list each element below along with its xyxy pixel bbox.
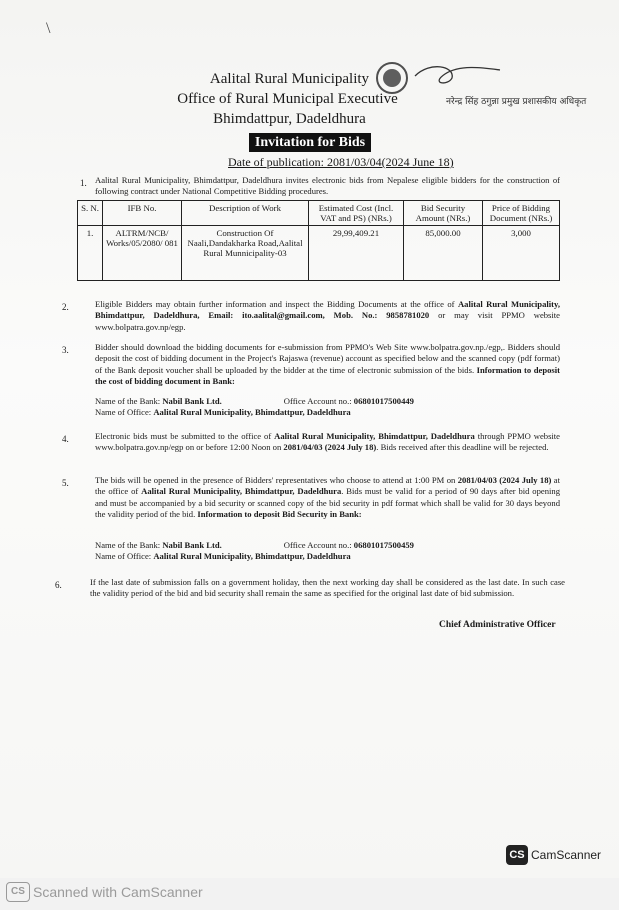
label: Office Account no.: <box>283 396 354 406</box>
item-number: 1. <box>80 178 87 188</box>
column-header: Description of Work <box>182 201 309 226</box>
para-text: or may visit PPMO website www.bolpatra.gov.np/egp. <box>95 310 560 332</box>
cell-estimated-cost: 29,99,409.21 <box>309 226 404 281</box>
para-text: at the office of <box>95 475 560 497</box>
label: Name of the Bank: <box>95 540 163 550</box>
camscanner-brand: CamScanner <box>531 848 602 862</box>
column-header: Price of Bidding Document (NRs.) <box>483 201 560 226</box>
deadline-date: 2081/04/03 (2024 July 18) <box>283 442 377 453</box>
bank-line <box>95 540 560 551</box>
para-text: . Bids received after this deadline will be rejected. <box>376 442 549 453</box>
label: Name of the Bank: <box>95 396 163 406</box>
stamp-seal <box>377 63 407 93</box>
account-number: 06801017500449 <box>353 396 414 406</box>
camscanner-logo-icon: CS <box>506 845 528 865</box>
pen-mark: \ <box>46 20 51 37</box>
paragraph-2 <box>95 299 560 333</box>
publication-date: Date of publication: 2081/03/04(2024 June 18) <box>228 155 454 169</box>
cell-bid-security: 85,000.00 <box>404 226 483 281</box>
office-line <box>95 551 560 562</box>
para-text: Electronic bids must be submitted to the office of <box>95 431 275 441</box>
column-header: Estimated Cost (Incl. VAT and PS) (NRs.) <box>309 201 404 226</box>
signature-scrawl <box>415 67 500 83</box>
header-office: Office of Rural Municipal Executive <box>177 91 398 107</box>
account-number: 06801017500459 <box>353 540 414 550</box>
bank-name: Nabil Bank Ltd. <box>162 396 222 406</box>
para-text: The bids will be opened in the presence of Bidders' representatives who choose to attend at 1:00 PM on <box>95 475 458 485</box>
bank-name: Nabil Bank Ltd. <box>162 540 222 550</box>
label: Name of Office: <box>95 407 154 417</box>
scan-watermark-text: Scanned with CamScanner <box>33 884 203 900</box>
contact-info: Aalital Rural Municipality, Bhimdattpur, Dadeldhura, Email: ito.aalital@gmail.com, Mob. No.: 9858781020 <box>95 299 560 321</box>
para-text: through PPMO website www.bolpatra.gov.np/egp on or before 12:00 Noon on <box>95 431 560 453</box>
table-row <box>78 226 560 281</box>
item-number: 3. <box>62 345 69 355</box>
label: Name of Office: <box>95 551 154 561</box>
para-emphasis: Information to deposit Bid Security in Bank: <box>197 508 362 519</box>
item-number: 2. <box>62 302 69 312</box>
cell-ifb-no: ALTRM/NCB/ Works/05/2080/ 081 <box>103 226 182 281</box>
header-address: Bhimdattpur, Dadeldhura <box>213 111 366 127</box>
label: Office Account no.: <box>283 540 354 550</box>
bank-info-2 <box>95 540 560 562</box>
intro-paragraph: Aalital Rural Municipality, Bhimdattpur, Dadeldhura invites electronic bids from Nepalese eligible bidders for the construction of following contract under National Competitive Bidding procedures. <box>95 175 560 197</box>
camscanner-footer-icon: CS <box>6 882 30 902</box>
paragraph-4 <box>95 431 560 454</box>
table-header-row <box>78 201 560 226</box>
bank-info-1 <box>95 396 560 418</box>
para-text: Eligible Bidders may obtain further information and inspect the Bidding Documents at the office of <box>95 299 458 309</box>
page-title: Invitation for Bids <box>249 133 371 152</box>
column-header: S. N. <box>78 201 103 226</box>
column-header: IFB No. <box>103 201 182 226</box>
item-number: 4. <box>62 434 69 444</box>
para-text: Bidder should download the bidding documents for e-submission from PPMO's Web Site www.bolpatra.gov.np./egp,. Bidders should deposit the cost of bidding document in the Project's Rajaswa (revenue) account as specified below and the scanned copy (pdf format) of the Bank deposit voucher shall be uploaded by the bidder at the time of electronic submission of the bids. <box>95 342 560 375</box>
cell-sn: 1. <box>78 226 103 281</box>
official-stamp-signature <box>360 56 587 166</box>
office-line <box>95 407 560 418</box>
bank-line <box>95 396 560 407</box>
para-emphasis: Aalital Rural Municipality, Bhimdattpur, Dadeldhura <box>274 431 475 441</box>
cell-document-price: 3,000 <box>483 226 560 281</box>
signoff-title: Chief Administrative Officer <box>439 620 556 630</box>
column-header: Bid Security Amount (NRs.) <box>404 201 483 226</box>
item-number: 5. <box>62 478 69 488</box>
para-emphasis: Aalital Rural Municipality, Bhimdattpur, Dadeldhura <box>141 486 342 497</box>
office-name: Aalital Rural Municipality, Bhimdattpur, Dadeldhura <box>153 551 351 561</box>
cell-description: Construction Of Naali,Dandakharka Road,Aalital Rural Munnicipality-03 <box>182 226 309 281</box>
para-emphasis: Information to deposit the cost of bidding document in Bank: <box>95 364 560 386</box>
paragraph-6: If the last date of submission falls on a government holiday, then the next working day shall be considered as the last date. In such case the validity period of the bid and bid security shall remain the same as specified for the original last date of bid submission. <box>90 577 565 599</box>
para-text: . Bids must be valid for a period of 90 days after bid opening and must be accompanied by a bid security or scanned copy of the bid security in pdf format which shall be valid for 30 days beyond the validity period of the bid. <box>95 486 560 519</box>
bid-table <box>77 200 560 281</box>
header-municipality: Aalital Rural Municipality <box>209 71 370 87</box>
stamp-lettering: नरेन्द्र सिंह ठगुन्ना प्रमुख प्रशासकीय अधिकृत <box>446 97 587 107</box>
paragraph-3 <box>95 342 560 387</box>
item-number: 6. <box>55 580 62 590</box>
opening-date: 2081/04/03 (2024 July 18) <box>457 475 552 485</box>
office-name: Aalital Rural Municipality, Bhimdattpur, Dadeldhura <box>153 407 351 417</box>
paragraph-5 <box>95 475 560 520</box>
